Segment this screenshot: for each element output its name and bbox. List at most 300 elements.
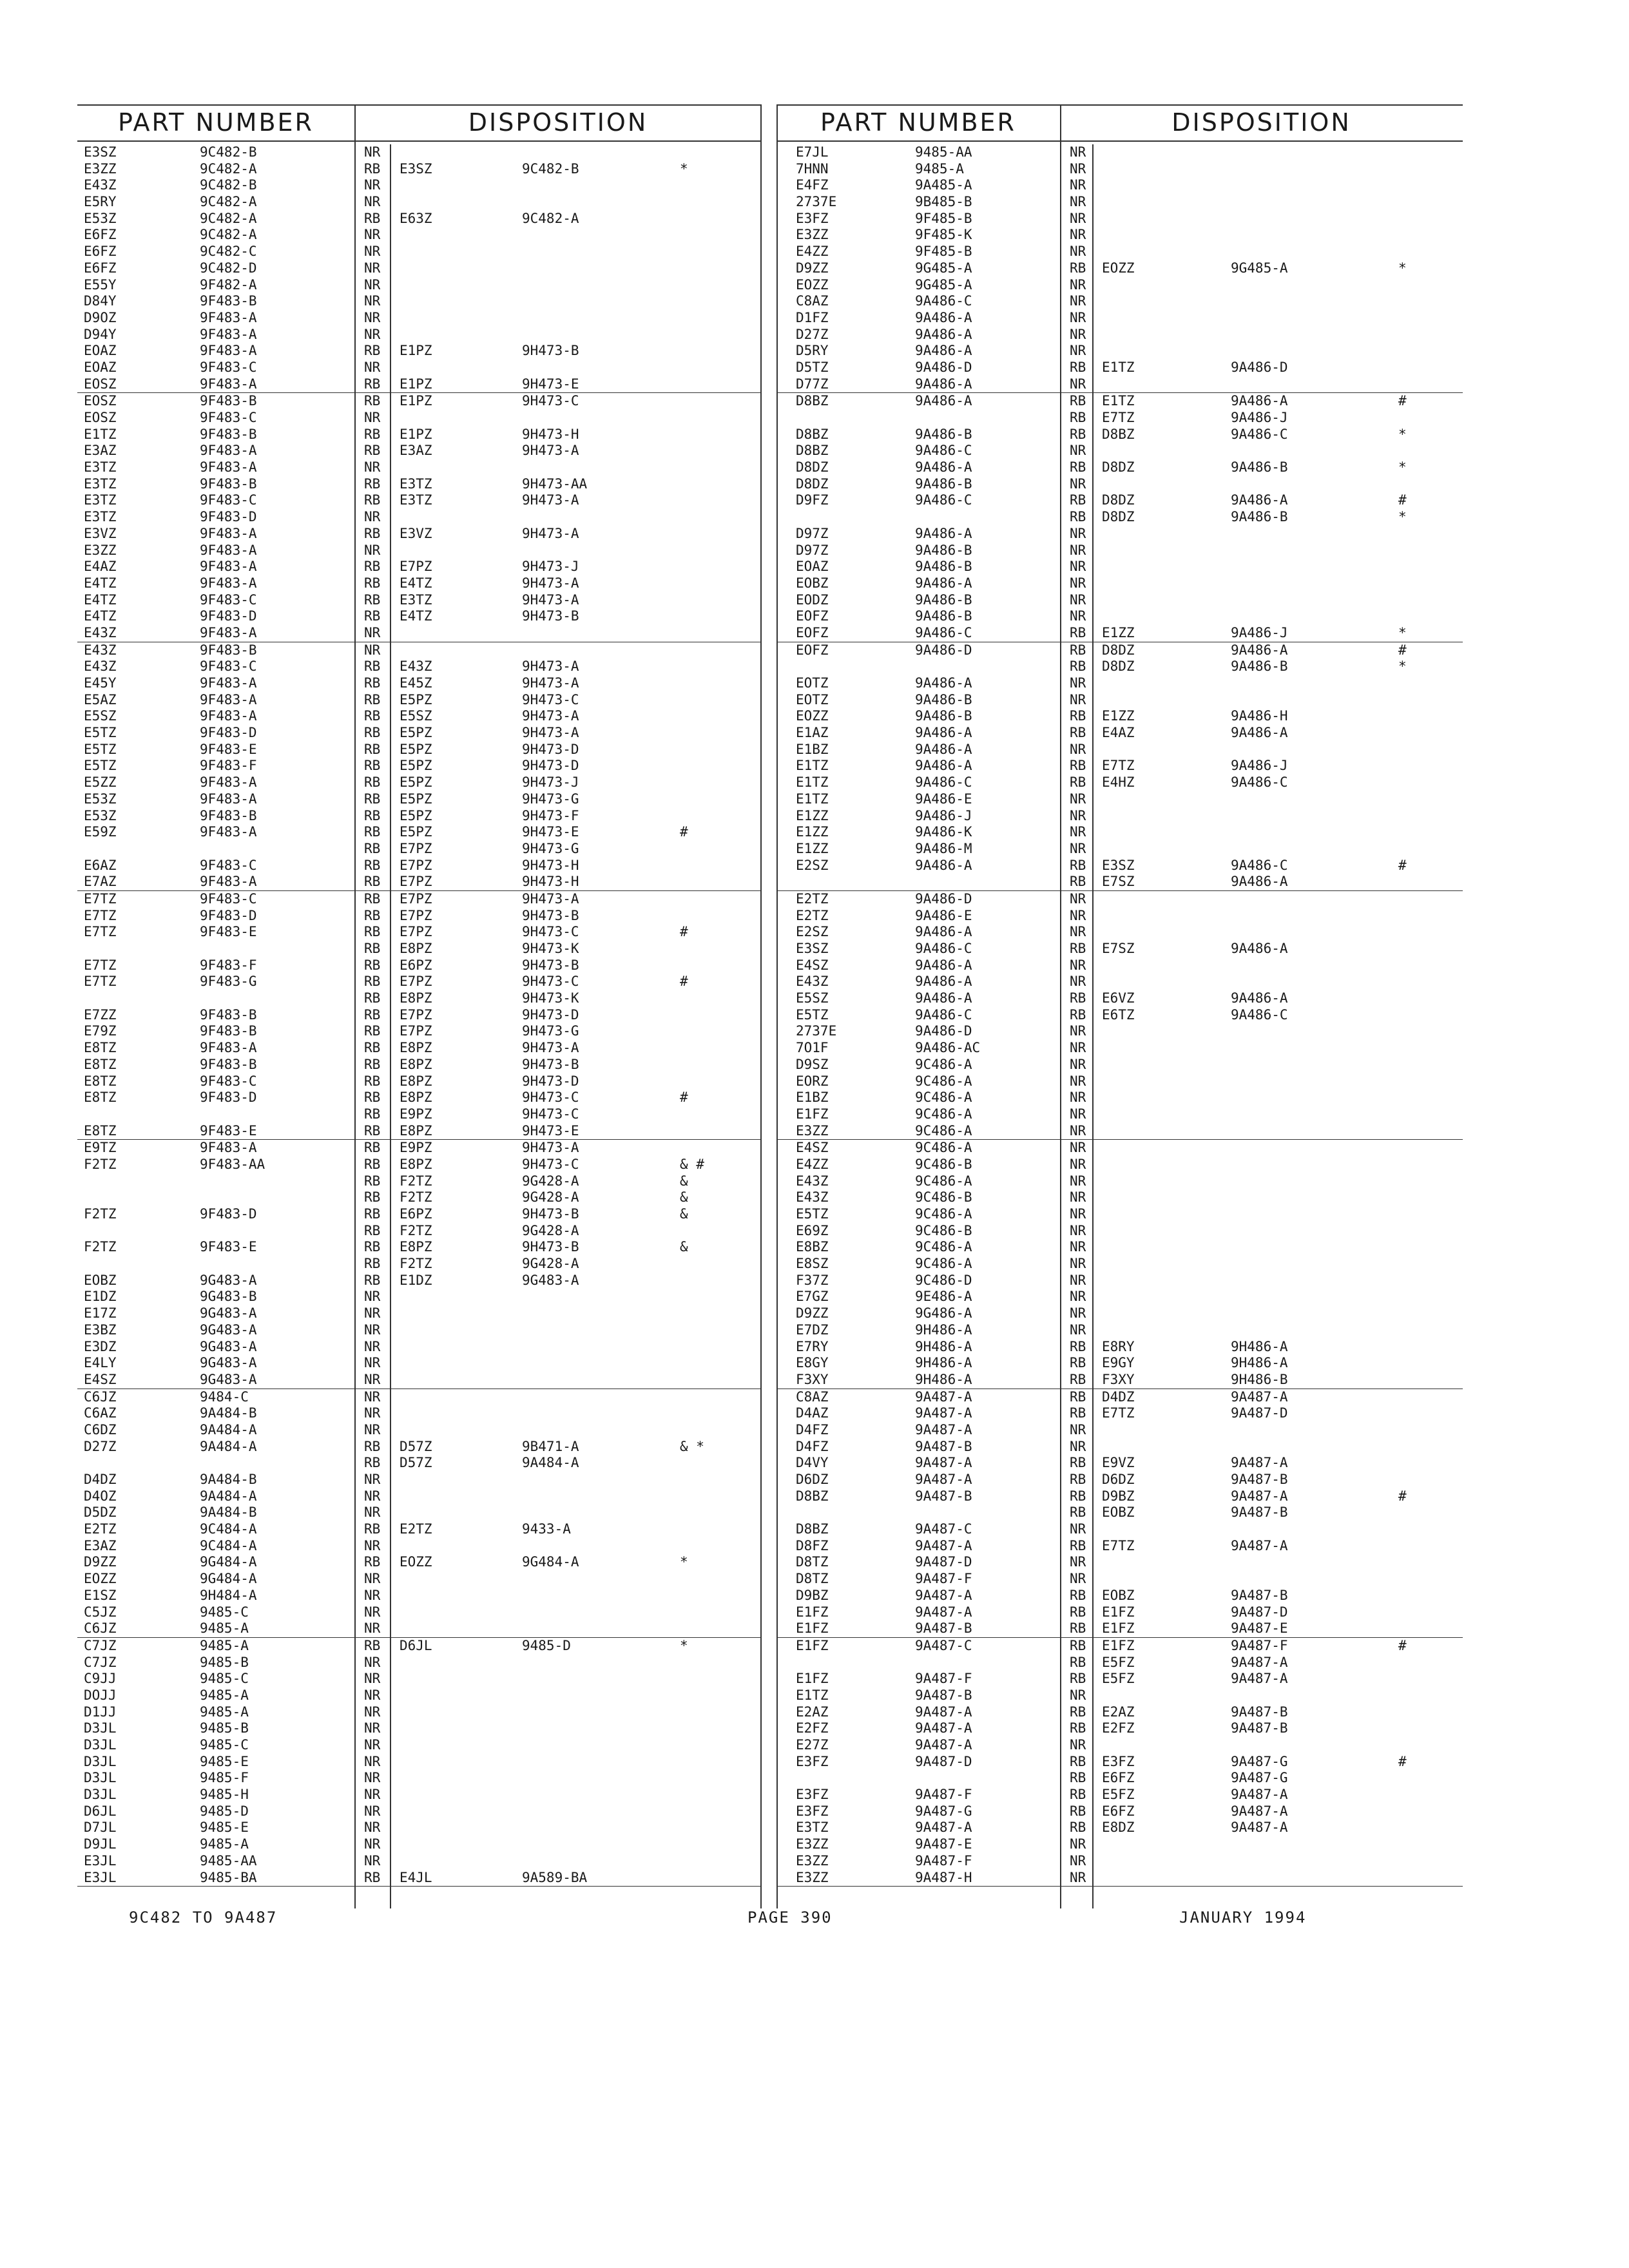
disposition-number: 9H486-B [1231, 1371, 1288, 1387]
disposition-part: E6VZ [1102, 990, 1135, 1006]
code: NR [1070, 1421, 1086, 1437]
disposition-number: 9G428-A [522, 1222, 579, 1238]
code: RB [1070, 874, 1086, 890]
note-mark: * [1398, 459, 1407, 476]
base-number: 9A487-A [915, 1587, 972, 1603]
base-number: 9485-A [200, 1836, 249, 1852]
base-number: 9A487-A [915, 1421, 972, 1437]
code: RB [364, 443, 381, 459]
base-number: 9C486-A [915, 1239, 972, 1255]
base-number: 9F483-A [200, 675, 257, 691]
part-number: E3AZ [84, 1537, 117, 1553]
base-number: 9485-E [200, 1820, 249, 1836]
part-number: D9OZ [84, 309, 117, 325]
base-number: 9F483-C [200, 857, 257, 873]
code: NR [1070, 1256, 1086, 1272]
table-row [77, 1655, 762, 1671]
base-number: 9A487-A [915, 1720, 972, 1736]
code: RB [1070, 725, 1086, 741]
code: NR [1070, 1189, 1086, 1206]
disposition-part: E8PZ [400, 1040, 432, 1056]
part-number: D7JL [84, 1820, 117, 1836]
part-number: EOAZ [84, 359, 117, 375]
base-number: 9A486-K [915, 824, 972, 840]
table-row [776, 211, 1463, 227]
base-number: 9F483-A [200, 575, 257, 591]
part-number: C6AZ [84, 1405, 117, 1421]
disposition-part: E8PZ [400, 1239, 432, 1255]
part-number: E7TZ [84, 907, 117, 923]
disposition-part: E4AZ [1102, 725, 1135, 741]
table-row [776, 1389, 1463, 1406]
table-row [776, 1604, 1463, 1621]
disposition-number: 9H473-G [522, 840, 579, 856]
base-number: 9F483-A [200, 459, 257, 476]
base-number: 9A487-B [915, 1687, 972, 1703]
table-row [77, 1836, 762, 1853]
code: NR [1070, 1321, 1086, 1338]
table-row [77, 1322, 762, 1339]
base-number: 9A486-E [915, 791, 972, 807]
base-number: 9A486-A [915, 741, 972, 757]
code: NR [1070, 309, 1086, 325]
disposition-part: E6TZ [1102, 1006, 1135, 1023]
part-number: EOSZ [84, 393, 117, 409]
code: RB [364, 840, 381, 856]
disposition-number: 9A486-A [1231, 642, 1288, 658]
table-row [77, 1123, 762, 1140]
base-number: 9F483-A [200, 1040, 257, 1056]
table-row [77, 211, 762, 227]
part-number: E1TZ [796, 774, 829, 791]
base-number: 9A486-D [915, 359, 972, 375]
base-number: 9485-BA [200, 1869, 257, 1885]
table-row [77, 841, 762, 858]
part-number: D8BZ [796, 1521, 829, 1537]
note-mark: & # [680, 1156, 704, 1172]
part-number: D4FZ [796, 1421, 829, 1437]
code: NR [364, 509, 381, 525]
part-number: E3ZZ [796, 1836, 829, 1852]
base-number: 9G483-A [200, 1355, 257, 1371]
base-number: 9C486-A [915, 1106, 972, 1122]
table-row [77, 476, 762, 493]
table-row [776, 957, 1463, 974]
table-row [776, 908, 1463, 925]
part-number: E2SZ [796, 924, 829, 940]
part-number: E6AZ [84, 857, 117, 873]
code: RB [364, 741, 381, 757]
code: NR [1070, 741, 1086, 757]
base-number: 9G484-A [200, 1571, 257, 1587]
code: RB [364, 1637, 381, 1653]
code: RB [364, 758, 381, 774]
note-mark: # [680, 1090, 688, 1106]
disposition-part: D57Z [400, 1455, 432, 1471]
code: NR [1070, 608, 1086, 624]
disposition-number: 9H473-F [522, 807, 579, 823]
part-number: E3FZ [796, 1803, 829, 1819]
base-number: 9A487-D [915, 1753, 972, 1769]
footer-range: 9C482 TO 9A487 [129, 1908, 278, 1927]
code: NR [364, 194, 381, 210]
table-row [776, 1305, 1463, 1322]
base-number: 9C486-A [915, 1140, 972, 1156]
base-number: 9A486-A [915, 459, 972, 476]
table-row [776, 1007, 1463, 1024]
right-table [776, 104, 1463, 1908]
base-number: 9A486-A [915, 924, 972, 940]
table-row [776, 1803, 1463, 1820]
header-rule [776, 140, 1463, 142]
base-number: 9F483-B [200, 476, 257, 492]
table-row [776, 1256, 1463, 1273]
table-row [776, 1439, 1463, 1456]
disposition-part: E9PZ [400, 1140, 432, 1156]
code: NR [1070, 194, 1086, 210]
disposition-number: 9H473-B [522, 1206, 579, 1222]
table-row [77, 808, 762, 825]
table-row [77, 1521, 762, 1538]
part-number: D3JL [84, 1787, 117, 1803]
disposition-number: 9A487-E [1231, 1620, 1288, 1637]
part-number: E5AZ [84, 691, 117, 707]
part-number: C9JJ [84, 1671, 117, 1687]
part-number: E3ZZ [796, 1852, 829, 1869]
disposition-number: 9H473-E [522, 376, 579, 392]
part-number: D1JJ [84, 1704, 117, 1720]
part-number: E7DZ [796, 1321, 829, 1338]
code: RB [1070, 1637, 1086, 1653]
base-number: 9F483-C [200, 890, 257, 907]
disposition-number: 9A486-A [1231, 941, 1288, 956]
base-number: 9A487-F [915, 1671, 972, 1687]
part-number: E53Z [84, 791, 117, 807]
base-number: 9A486-C [915, 1006, 972, 1023]
base-number: 9C482-D [200, 260, 257, 276]
base-number: 9485-A [200, 1704, 249, 1720]
code: NR [364, 1737, 381, 1753]
part-number: E4SZ [796, 957, 829, 973]
part-number: EOZZ [796, 276, 829, 293]
table-row [77, 1638, 762, 1655]
base-number: 9A486-A [915, 990, 972, 1006]
code: RB [1070, 1355, 1086, 1371]
disposition-number: 9G484-A [522, 1554, 579, 1570]
base-number: 9F483-A [200, 624, 257, 640]
disposition-part: D8DZ [1102, 658, 1135, 675]
table-row [77, 1305, 762, 1322]
code: RB [1070, 624, 1086, 640]
table-row [77, 1140, 762, 1157]
part-number: E3DZ [84, 1338, 117, 1354]
code: RB [364, 791, 381, 807]
base-number: 9A486-B [915, 559, 972, 575]
disposition-part: E3TZ [400, 591, 432, 608]
table-row [776, 774, 1463, 791]
base-number: 9A487-C [915, 1637, 972, 1653]
disposition-part: E1TZ [1102, 393, 1135, 409]
base-number: 9485-B [200, 1654, 249, 1670]
base-number: 9A485-A [915, 177, 972, 193]
disposition-part: E5FZ [1102, 1654, 1135, 1670]
code: RB [1070, 410, 1086, 425]
base-number: 9A484-A [200, 1438, 257, 1454]
base-number: 9A486-C [915, 941, 972, 956]
base-number: 9F483-A [200, 691, 257, 707]
disposition-number: 9H473-C [522, 691, 579, 707]
part-number: E3SZ [84, 144, 117, 160]
code: RB [364, 675, 381, 691]
disposition-part: E9PZ [400, 1106, 432, 1122]
code: NR [364, 1305, 381, 1321]
part-number: E5TZ [84, 758, 117, 774]
table-row [77, 791, 762, 808]
table-row [77, 1057, 762, 1073]
part-number: D9JL [84, 1836, 117, 1852]
table-row [77, 725, 762, 742]
disposition-number: 9A486-A [1231, 874, 1288, 890]
part-number: E1FZ [796, 1671, 829, 1687]
base-number: 9C486-A [915, 1173, 972, 1189]
disposition-number: 9H473-H [522, 874, 579, 890]
disposition-part: E7PZ [400, 890, 432, 907]
part-number: E3ZZ [84, 542, 117, 558]
table-row [77, 675, 762, 692]
header-rule [77, 140, 762, 142]
part-number: EODZ [796, 591, 829, 608]
table-row [77, 1538, 762, 1555]
base-number: 9485-A [915, 160, 964, 177]
base-number: 9F483-A [200, 343, 257, 359]
code: RB [1070, 1504, 1086, 1521]
part-number: E43Z [796, 974, 829, 990]
part-number: E5SZ [796, 990, 829, 1006]
disposition-number: 9433-A [522, 1521, 571, 1537]
code: RB [1070, 1587, 1086, 1603]
base-number: 9A486-A [915, 675, 972, 691]
disposition-part: E1ZZ [1102, 708, 1135, 724]
table-row [77, 1206, 762, 1223]
code: NR [364, 1820, 381, 1836]
table-row [776, 625, 1463, 642]
part-number: EOBZ [796, 575, 829, 591]
part-number: C8AZ [796, 1389, 829, 1405]
table-row [77, 742, 762, 758]
base-number: 9F483-B [200, 426, 257, 442]
table-row [77, 1289, 762, 1305]
table-row [77, 1405, 762, 1422]
part-number: D27Z [84, 1438, 117, 1454]
part-number: E53Z [84, 807, 117, 823]
part-number: D4OZ [84, 1488, 117, 1504]
disposition-number: 9H473-G [522, 1023, 579, 1039]
disposition-number: 9A486-A [1231, 990, 1288, 1006]
base-number: 9F483-C [200, 1073, 257, 1089]
part-number: E5SZ [84, 708, 117, 724]
note-mark: # [1398, 393, 1407, 409]
part-number: E7RY [796, 1338, 829, 1354]
table-row [77, 1223, 762, 1240]
disposition-part: E3FZ [1102, 1753, 1135, 1769]
code: RB [1070, 1371, 1086, 1387]
table-row [77, 824, 762, 841]
base-number: 9A487-F [915, 1571, 972, 1587]
disposition-part: E5PZ [400, 791, 432, 807]
note-mark: & [680, 1239, 688, 1255]
table-row [77, 244, 762, 260]
part-number: F2TZ [84, 1156, 117, 1172]
base-number: 9485-C [200, 1671, 249, 1687]
code: RB [364, 608, 381, 624]
code: NR [1070, 1222, 1086, 1238]
base-number: 9485-A [200, 1637, 249, 1653]
code: NR [1070, 1272, 1086, 1288]
base-number: 9A487-A [915, 1820, 972, 1836]
part-number: E3FZ [796, 210, 829, 226]
base-number: 9H486-A [915, 1321, 972, 1338]
base-number: 9F483-A [200, 443, 257, 459]
part-number: E1ZZ [796, 824, 829, 840]
part-number: E43Z [84, 658, 117, 675]
base-number: 9F483-E [200, 1239, 257, 1255]
part-number: D4VY [796, 1455, 829, 1471]
disposition-number: 9A486-C [1231, 1006, 1288, 1023]
part-number: E3BZ [84, 1321, 117, 1338]
code: NR [364, 1289, 381, 1305]
disposition-part: E8PZ [400, 1090, 432, 1106]
disposition-header: DISPOSITION [468, 108, 648, 137]
disposition-part: E5PZ [400, 691, 432, 707]
base-number: 9485-C [200, 1604, 249, 1620]
disposition-number: 9B471-A [522, 1438, 579, 1454]
part-number: D8BZ [796, 393, 829, 409]
base-number: 9F483-AA [200, 1156, 265, 1172]
table-row [776, 1140, 1463, 1157]
table-row [77, 509, 762, 526]
table-row [77, 1687, 762, 1704]
code: RB [364, 1106, 381, 1122]
part-number: F3XY [796, 1371, 829, 1387]
table-row [77, 1439, 762, 1456]
base-number: 9A487-B [915, 1488, 972, 1504]
part-number: D9SZ [796, 1056, 829, 1072]
part-number: E1SZ [84, 1587, 117, 1603]
code: RB [1070, 758, 1086, 774]
part-number: E1TZ [796, 791, 829, 807]
part-number: E8TZ [84, 1122, 117, 1139]
base-number: 9485-A [200, 1620, 249, 1637]
part-number: E4TZ [84, 591, 117, 608]
table-row [776, 1173, 1463, 1190]
table-row [776, 891, 1463, 908]
code: RB [364, 824, 381, 840]
part-number: E69Z [796, 1222, 829, 1238]
base-number: 9G483-A [200, 1338, 257, 1354]
note-mark: # [680, 924, 688, 940]
part-number: C5JZ [84, 1604, 117, 1620]
table-row [77, 327, 762, 343]
table-row [77, 310, 762, 327]
table-row [77, 957, 762, 974]
code: RB [364, 1156, 381, 1172]
disposition-part: E5SZ [400, 708, 432, 724]
base-number: 9C486-A [915, 1122, 972, 1139]
disposition-part: E2FZ [1102, 1720, 1135, 1736]
part-number: E8TZ [84, 1090, 117, 1106]
base-number: 9F483-E [200, 741, 257, 757]
code: NR [1070, 791, 1086, 807]
code: NR [1070, 675, 1086, 691]
disposition-number: 9A487-A [1231, 1820, 1288, 1836]
table-row [776, 144, 1463, 161]
table-row [77, 227, 762, 244]
note-mark: * [1398, 624, 1407, 640]
part-number: E1FZ [796, 1604, 829, 1620]
table-row [776, 559, 1463, 575]
code: NR [1070, 1173, 1086, 1189]
base-number: 9A487-A [915, 1737, 972, 1753]
base-number: 9G483-A [200, 1371, 257, 1387]
part-number: E4SZ [796, 1140, 829, 1156]
code: NR [1070, 1554, 1086, 1570]
disposition-part: E1PZ [400, 393, 432, 409]
table-row [77, 608, 762, 625]
disposition-part: D8DZ [1102, 642, 1135, 658]
code: NR [364, 1537, 381, 1553]
disposition-number: 9A484-A [522, 1455, 579, 1471]
part-number: E3TZ [84, 492, 117, 508]
part-number: D8BZ [796, 426, 829, 442]
part-number: E3TZ [796, 1820, 829, 1836]
code: RB [364, 691, 381, 707]
disposition-part: E8PZ [400, 941, 432, 956]
base-number: 9C484-A [200, 1521, 257, 1537]
disposition-part: E45Z [400, 675, 432, 691]
disposition-part: E7PZ [400, 974, 432, 990]
disposition-number: 9A486-C [1231, 426, 1288, 442]
table-row [776, 459, 1463, 476]
base-number: 9485-E [200, 1753, 249, 1769]
code: NR [364, 260, 381, 276]
part-number: D4AZ [796, 1405, 829, 1421]
part-number: E7JL [796, 144, 829, 160]
table-row [77, 161, 762, 178]
part-number: E5TZ [796, 1206, 829, 1222]
code: NR [1070, 1289, 1086, 1305]
code: RB [1070, 708, 1086, 724]
base-number: 9A486-A [915, 575, 972, 591]
table-row [77, 708, 762, 725]
disposition-number: 9H473-J [522, 559, 579, 575]
base-number: 9A486-C [915, 443, 972, 459]
base-number: 9H484-A [200, 1587, 257, 1603]
part-number: E1AZ [796, 725, 829, 741]
code: RB [1070, 1472, 1086, 1487]
table-row [776, 260, 1463, 277]
disposition-part: E3SZ [400, 160, 432, 177]
table-row [77, 1588, 762, 1604]
code: NR [1070, 1040, 1086, 1056]
disposition-number: 9H473-C [522, 924, 579, 940]
part-number: E3SZ [796, 941, 829, 956]
base-number: 9F483-B [200, 1056, 257, 1072]
code: NR [364, 1421, 381, 1437]
table-row [776, 1123, 1463, 1140]
code: RB [1070, 941, 1086, 956]
base-number: 9485-A [200, 1687, 249, 1703]
disposition-part: E8PZ [400, 1056, 432, 1072]
